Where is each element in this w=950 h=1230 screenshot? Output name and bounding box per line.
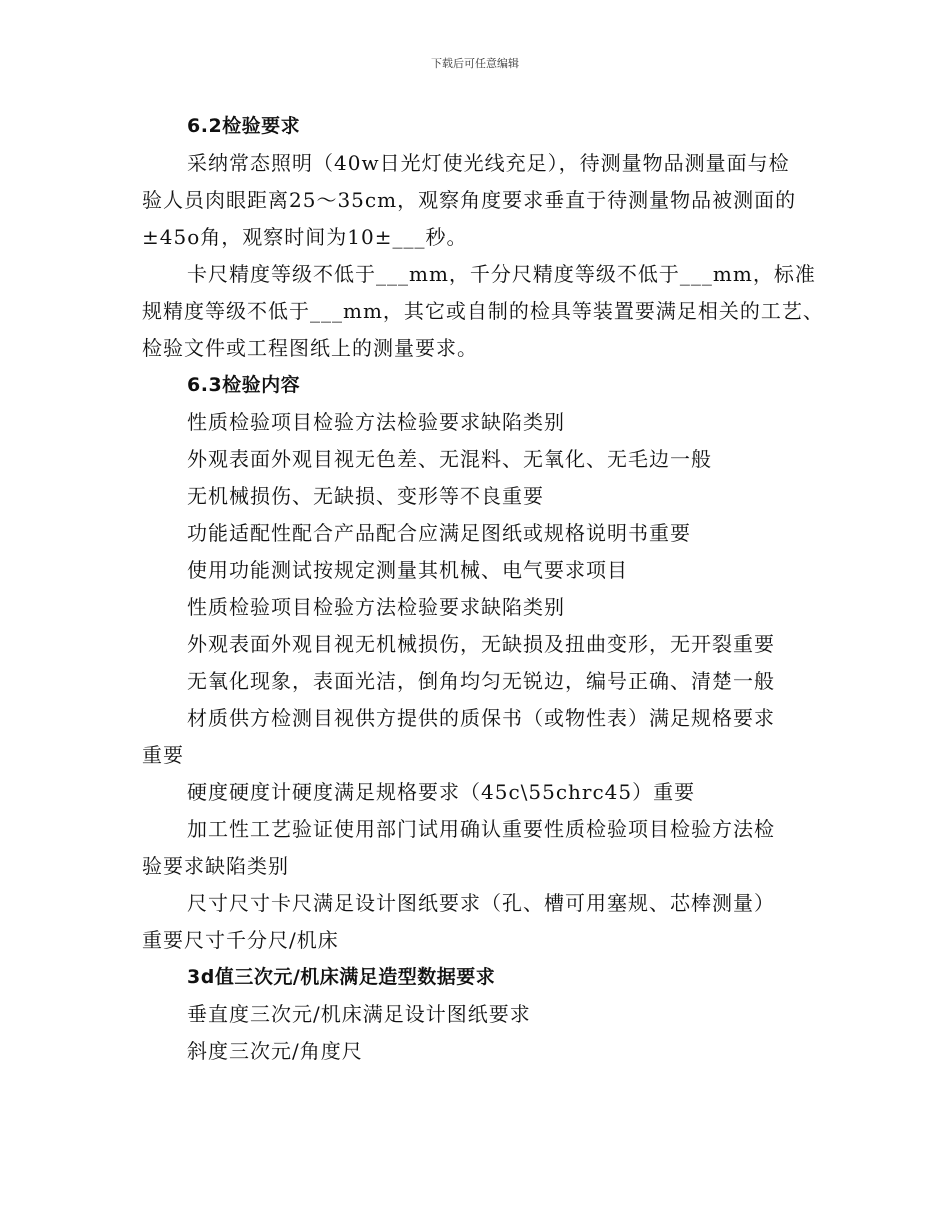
document-body xyxy=(142,108,824,1070)
paragraph-line: 性质检验项目检验方法检验要求缺陷类别 xyxy=(187,595,565,619)
paragraph-line: 尺寸尺寸卡尺满足设计图纸要求（孔、槽可用塞规、芯棒测量） xyxy=(187,891,775,915)
paragraph-line: 材质供方检测目视供方提供的质保书（或物性表）满足规格要求 xyxy=(187,706,775,730)
paragraph-line: 验人员肉眼距离25～35cm，观察角度要求垂直于待测量物品被测面的 xyxy=(142,188,797,212)
paragraph-line: 无机械损伤、无缺损、变形等不良重要 xyxy=(187,484,544,508)
paragraph-line: 加工性工艺验证使用部门试用确认重要性质检验项目检验方法检 xyxy=(187,817,775,841)
paragraph-line: 验要求缺陷类别 xyxy=(142,854,289,878)
section-heading: 3d值三次元/机床满足造型数据要求 xyxy=(187,966,496,988)
paragraph-line: 重要尺寸千分尺/机床 xyxy=(142,928,339,952)
paragraph-line: 使用功能测试按规定测量其机械、电气要求项目 xyxy=(187,558,628,582)
section-heading: 6.3检验内容 xyxy=(187,374,301,396)
paragraph-line: 垂直度三次元/机床满足设计图纸要求 xyxy=(187,1002,531,1026)
paragraph-line: 卡尺精度等级不低于___mm，千分尺精度等级不低于___mm，标准 xyxy=(187,262,816,286)
paragraph-line: 规精度等级不低于___mm，其它或自制的检具等装置要满足相关的工艺、 xyxy=(142,299,824,323)
paragraph-line: 外观表面外观目视无机械损伤，无缺损及扭曲变形，无开裂重要 xyxy=(187,632,775,656)
paragraph-line: 性质检验项目检验方法检验要求缺陷类别 xyxy=(187,410,565,434)
paragraph-line: ±45o角，观察时间为10±___秒。 xyxy=(142,225,468,249)
paragraph-line: 采纳常态照明（40w日光灯使光线充足），待测量物品测量面与检 xyxy=(187,151,790,175)
paragraph-line: 硬度硬度计硬度满足规格要求（45c\55chrc45）重要 xyxy=(187,780,696,804)
paragraph-line: 无氧化现象，表面光洁，倒角均匀无锐边，编号正确、清楚一般 xyxy=(187,669,775,693)
paragraph-line: 重要 xyxy=(142,743,184,767)
paragraph-line: 检验文件或工程图纸上的测量要求。 xyxy=(142,336,478,360)
paragraph-line: 功能适配性配合产品配合应满足图纸或规格说明书重要 xyxy=(187,521,691,545)
paragraph-line: 外观表面外观目视无色差、无混料、无氧化、无毛边一般 xyxy=(187,447,712,471)
section-heading: 6.2检验要求 xyxy=(187,115,301,137)
page-header-note: 下载后可任意编辑 xyxy=(431,57,519,70)
paragraph-line: 斜度三次元/角度尺 xyxy=(187,1039,363,1063)
